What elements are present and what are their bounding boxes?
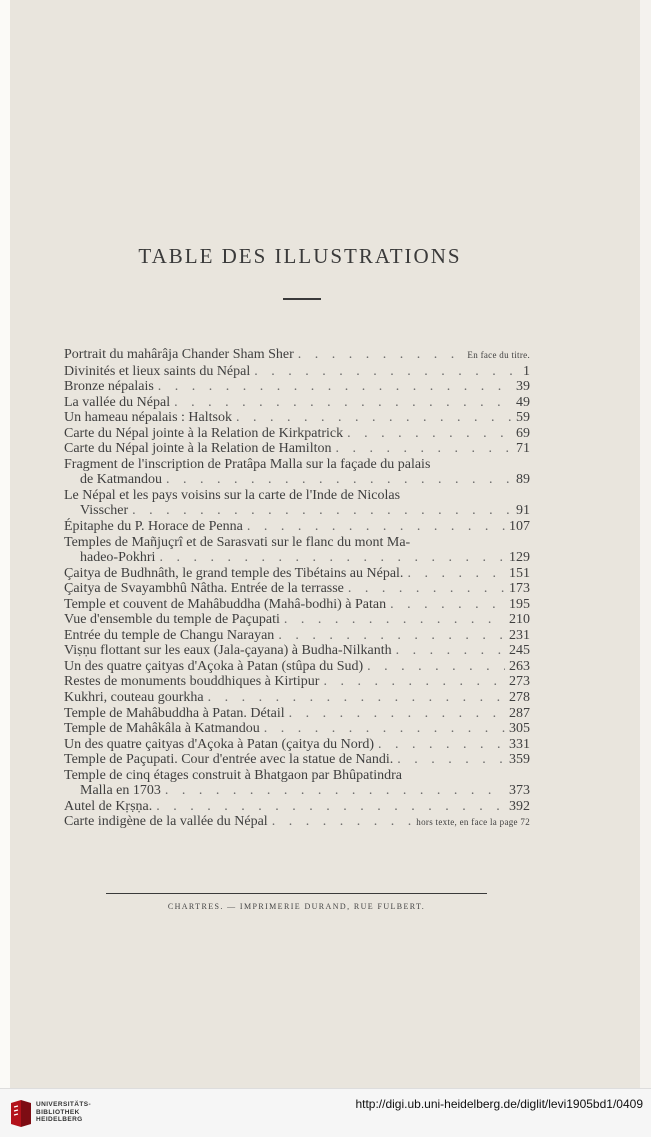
illustrations-list [64,347,530,831]
entry-text: Temple de Mahâbuddha à Patan. Détail [64,705,285,721]
toc-entry [64,597,530,613]
toc-entry-line [64,566,530,582]
toc-entry-line [64,628,530,644]
toc-entry-line [64,395,530,411]
dot-leader [236,410,512,426]
dot-leader [378,737,505,753]
toc-entry [64,441,530,457]
toc-entry [64,612,530,628]
dot-leader [347,426,512,442]
toc-entry [64,566,530,582]
toc-entry [64,410,530,426]
page-edge [640,0,651,1088]
toc-entry [64,752,530,768]
toc-entry-line [64,643,530,659]
toc-entry-line [64,799,530,815]
toc-entry-line [64,721,530,737]
toc-entry [64,768,530,799]
dot-leader [165,783,505,799]
entry-page: En face du titre. [467,350,530,360]
entry-page: 1 [523,363,530,379]
digitization-footer [0,1088,651,1137]
entry-text: Carte du Népal jointe à la Relation de Hamilton [64,441,332,457]
toc-entry [64,426,530,442]
dot-leader [390,597,505,613]
toc-entry [64,674,530,690]
entry-text: Temple et couvent de Mahâbuddha (Mahâ-bodhi) à Patan [64,596,387,612]
toc-entry-line [64,379,530,395]
toc-entry-line [64,426,530,442]
toc-entry [64,457,530,488]
toc-entry [64,364,530,380]
title-divider [283,298,321,300]
toc-entry [64,488,530,519]
dot-leader [166,472,512,488]
dot-leader [247,519,505,535]
toc-entry [64,395,530,411]
entry-page: 71 [516,441,530,457]
university-library-logo-icon [8,1099,34,1129]
toc-entry [64,799,530,815]
dot-leader [264,721,505,737]
toc-entry [64,721,530,737]
toc-entry-line [64,768,530,784]
printer-imprint: CHARTRES. — IMPRIMERIE DURAND, RUE FULBERT. [167,902,426,911]
page-title: TABLE DES ILLUSTRATIONS [138,244,462,268]
dot-leader [367,659,505,675]
entry-text: Un des quatre çaityas d'Açoka à Patan (stûpa du Sud) [64,658,364,674]
toc-entry-line [64,364,530,380]
entry-page: 273 [509,674,530,690]
dot-leader [335,441,512,457]
toc-entry-line [64,488,530,504]
toc-entry [64,659,530,675]
entry-text: de Katmandou [80,472,163,488]
entry-text: Fragment de l'inscription de Pratâpa Malla sur la façade du palais [64,456,431,472]
dot-leader [289,706,505,722]
toc-entry [64,379,530,395]
toc-entry [64,643,530,659]
toc-entry-line [64,519,530,535]
dot-leader [323,674,505,690]
toc-entry-line [64,659,530,675]
entry-page: 173 [509,581,530,597]
toc-entry-line [64,674,530,690]
dot-leader [208,690,505,706]
entry-page: 39 [516,379,530,395]
toc-entry-line [64,550,530,566]
dot-leader [158,379,512,395]
entry-page: 231 [509,627,530,643]
toc-entry-line [64,814,530,831]
dot-leader [396,643,505,659]
toc-entry-line [64,410,530,426]
toc-entry-line [64,612,530,628]
entry-page: 151 [509,565,530,581]
toc-entry [64,690,530,706]
entry-page: 49 [516,394,530,410]
dot-leader [174,395,512,411]
toc-entry [64,581,530,597]
entry-page: 331 [509,736,530,752]
toc-entry-line [64,783,530,799]
entry-page: 287 [509,705,530,721]
dot-leader [156,799,505,815]
entry-page: 69 [516,425,530,441]
entry-page: 305 [509,721,530,737]
entry-text: Temple de Paçupati. Cour d'entrée avec la statue de Nandi. [64,752,394,768]
entry-page: 107 [509,519,530,535]
dot-leader [348,581,505,597]
library-name-line: HEIDELBERG [36,1116,83,1123]
entry-page: 89 [516,472,530,488]
entry-page: 91 [516,503,530,519]
entry-page: 278 [509,690,530,706]
toc-entry-line [64,472,530,488]
entry-text: Le Népal et les pays voisins sur la carte de l'Inde de Nicolas [64,487,401,503]
toc-entry-line [64,581,530,597]
entry-page: 129 [509,550,530,566]
entry-text: Temple de Mahâkâla à Katmandou [64,721,260,737]
toc-entry-line [64,535,530,551]
toc-entry-line [64,597,530,613]
entry-page: 263 [509,658,530,674]
entry-text: Vue d'ensemble du temple de Paçupati [64,612,280,628]
entry-page: 373 [509,783,530,799]
toc-entry-line [64,752,530,768]
entry-text: Restes de monuments bouddhiques à Kirtipur [64,674,320,690]
entry-text: Divinités et lieux saints du Népal [64,363,251,379]
toc-entry [64,706,530,722]
toc-entry [64,737,530,753]
entry-text: Bronze népalais [64,379,154,395]
dot-leader [254,364,519,380]
entry-text: Kukhri, couteau gourkha [64,690,204,706]
dot-leader [132,503,512,519]
entry-text: Carte du Népal jointe à la Relation de Kirkpatrick [64,425,344,441]
entry-text: Carte indigène de la vallée du Népal [64,814,268,830]
toc-entry-line [64,503,530,519]
toc-entry-line [64,706,530,722]
entry-page: 245 [509,643,530,659]
dot-leader [159,550,505,566]
entry-text: Temple de cinq étages construit à Bhatgaon par Bhûpatindra [64,767,403,783]
entry-page: 195 [509,596,530,612]
entry-text: Çaitya de Budhnâth, le grand temple des Tibétains au Népal. [64,565,404,581]
toc-entry [64,535,530,566]
printer-divider [106,893,487,894]
entry-text: Autel de Kṛṣṇa. [64,798,153,814]
toc-entry-line [64,457,530,473]
entry-text: Un des quatre çaityas d'Açoka à Patan (çaitya du Nord) [64,736,375,752]
source-url-link[interactable]: http://digi.ub.uni-heidelberg.de/diglit/levi1905bd1/0409 [355,1097,643,1111]
dot-leader [278,628,505,644]
entry-page: 359 [509,752,530,768]
toc-entry [64,628,530,644]
toc-entry-line [64,347,530,364]
entry-page: hors texte, en face la page 72 [416,817,530,828]
library-name-line: BIBLIOTHEK [36,1108,80,1116]
toc-entry-line [64,441,530,457]
entry-text: Épitaphe du P. Horace de Penna [64,519,243,535]
toc-entry [64,519,530,535]
dot-leader [284,612,505,628]
entry-text: hadeo-Pokhri [80,550,156,566]
entry-text: Entrée du temple de Changu Narayan [64,627,275,643]
dot-leader [407,566,505,582]
library-name-line: UNIVERSITÄTS- [36,1101,92,1108]
entry-text: Un hameau népalais : Haltsok [64,410,232,426]
entry-text: Visscher [80,503,129,519]
entry-text: Malla en 1703 [80,783,161,799]
entry-text: Portrait du mahârâja Chander Sham Sher [64,347,294,362]
library-name [36,1101,91,1124]
entry-page: 392 [509,798,530,814]
toc-entry [64,814,530,831]
toc-entry-line [64,737,530,753]
toc-entry [64,347,530,364]
dot-leader [298,347,464,363]
entry-page: 210 [509,612,530,628]
entry-text: Çaitya de Svayambhû Nâtha. Entrée de la terrasse [64,581,344,597]
toc-entry-line [64,690,530,706]
entry-text: Viṣṇu flottant sur les eaux (Jala-çayana) à Budha-Nilkanth [64,643,392,659]
entry-text: La vallée du Népal [64,394,171,410]
dot-leader [272,814,413,830]
entry-text: Temples de Mañjuçrî et de Sarasvati sur le flanc du mont Ma- [64,534,411,550]
entry-page: 59 [516,410,530,426]
dot-leader [397,752,505,768]
